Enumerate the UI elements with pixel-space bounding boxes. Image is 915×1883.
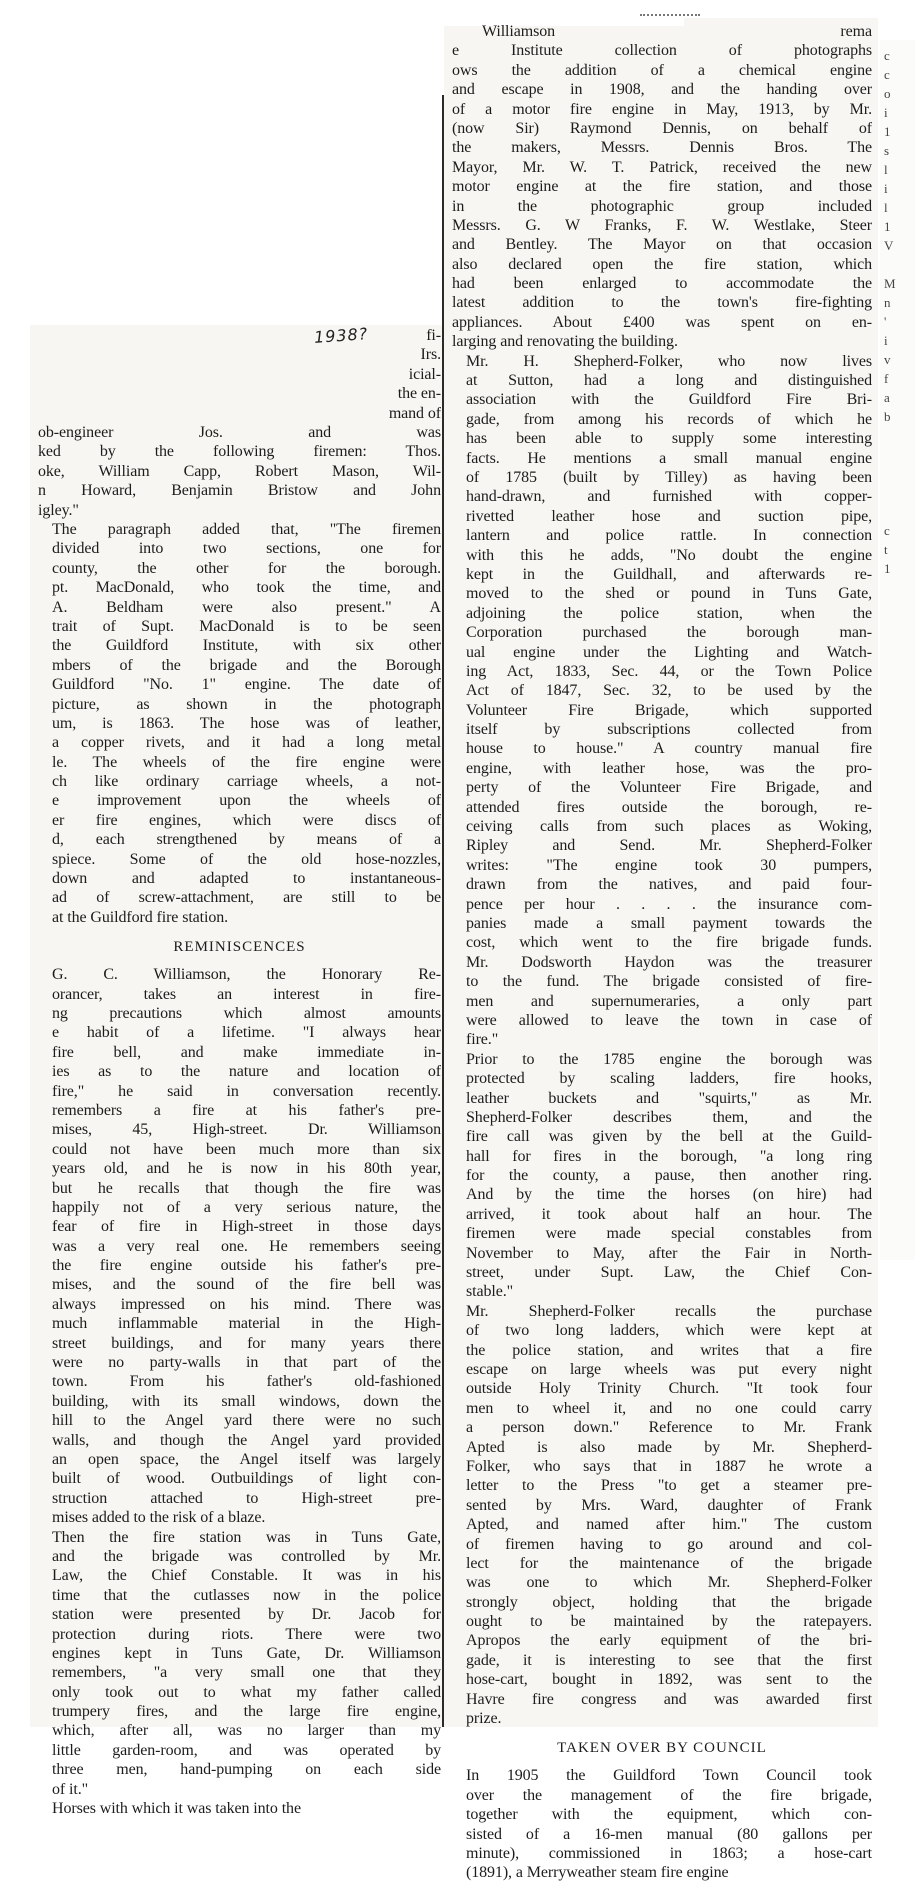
left-paragraph-1: [38, 520, 441, 927]
text-line: gade, it is interesting to see that the first: [466, 1651, 872, 1669]
text-line: and the brigade was controlled by Mr.: [52, 1547, 441, 1565]
edge-fragment: c: [884, 523, 890, 538]
right-paragraph-3: [452, 1050, 872, 1302]
text-line: divided into two sections, one for: [52, 540, 441, 558]
taken-over-heading: TAKEN OVER BY COUNCIL: [557, 1740, 767, 1757]
text-line: writes: "The engine took 30 pumpers,: [466, 856, 872, 874]
text-line: ceiving calls from such places as Woking,: [466, 818, 872, 836]
text-line: firemen were made special constables from: [466, 1225, 872, 1243]
text-line: ows the addition of a chemical engine: [452, 61, 872, 79]
text-line: arrived, it took about half an hour. The: [466, 1205, 872, 1223]
text-line: to the fund. The brigade consisted of fire-: [466, 973, 872, 991]
text-line: Havre fire congress and was awarded first: [466, 1690, 872, 1708]
text-line: could not have been much more than six: [52, 1140, 441, 1158]
text-line: trumpery fires, and the large fire engine,: [52, 1703, 441, 1721]
text-line: appliances. About £400 was spent on en-: [452, 313, 872, 331]
text-line: engine, with leather hose, was the pro-: [466, 759, 872, 777]
edge-fragment: a: [884, 390, 890, 405]
text-line: e habit of a lifetime. "I always hear: [52, 1024, 441, 1042]
text-line: protection during riots. There were two: [52, 1625, 441, 1643]
text-line: adjoining the police station, when the: [466, 604, 872, 622]
text-line: mises added to the risk of a blaze.: [52, 1509, 266, 1527]
text-line: lantern and police rattle. In connection: [466, 527, 872, 545]
text-line: men to wheel it, and no one could carry: [466, 1399, 872, 1417]
text-line: fi-: [426, 327, 441, 344]
text-line: fire call was given by the bell at the Guild-: [466, 1128, 872, 1146]
edge-fragment: ': [884, 314, 887, 329]
text-line: built of wood. Outbuildings of light con-: [52, 1470, 441, 1488]
edge-fragment: c: [884, 67, 890, 82]
edge-fragment: 1: [884, 124, 891, 139]
text-line: time that the cutlasses now in the police: [52, 1586, 441, 1604]
text-line: at Sutton, had a long and distinguished: [466, 372, 872, 390]
text-line: oke, William Capp, Robert Mason, Wil-: [38, 462, 441, 480]
adjacent-column-fragments: [884, 46, 912, 578]
text-line: hose-cart, bought in 1892, was sent to the: [466, 1671, 872, 1689]
text-line: fear of fire in High-street in those days: [52, 1218, 441, 1236]
text-line: e improvement upon the wheels of: [52, 792, 441, 810]
text-line: n Howard, Benjamin Bristow and John: [38, 482, 441, 500]
text-line: ies as to the nature and location of: [52, 1063, 441, 1081]
text-line: little garden-room, and was operated by: [52, 1741, 441, 1759]
text-line: engines kept in Tuns Gate, Dr. Williamson: [52, 1644, 441, 1662]
text-line: attended fires outside the borough, re-: [466, 798, 872, 816]
text-line: Apted is also made by Mr. Shepherd-: [466, 1438, 872, 1456]
text-line: The paragraph added that, "The firemen: [52, 521, 441, 538]
text-line: ing Act, 1833, Sec. 44, or the Town Police: [466, 662, 872, 680]
text-line: fire.": [466, 1031, 499, 1049]
text-line: le. The wheels of the fire engine were: [52, 753, 441, 771]
text-line: mbers of the brigade and the Borough: [52, 656, 441, 674]
text-line: spiece. Some of the old hose-nozzles,: [52, 850, 441, 868]
text-line: ad of screw-attachment, are still to be: [52, 889, 441, 907]
text-line: er fire engines, which were discs of: [52, 811, 441, 829]
edge-fragment: [884, 426, 912, 445]
text-line: icial-: [408, 365, 441, 383]
text-line: drawn from the natives, and paid four-: [466, 876, 872, 894]
text-line: um, is 1863. The hose was of leather,: [52, 714, 441, 732]
text-line: much inflammable material in the High-: [52, 1315, 441, 1333]
right-paragraph-1: [452, 22, 872, 352]
right-paragraph-5: [452, 1766, 872, 1882]
text-line: outside Holy Trinity Church. "It took four: [466, 1380, 872, 1398]
text-line: Ripley and Send. Mr. Shepherd-Folker: [466, 837, 872, 855]
text-line: the Guildford Institute, with six other: [52, 637, 441, 655]
text-line: a copper rivets, and it had a long metal: [52, 734, 441, 752]
edge-fragment: i: [884, 333, 888, 348]
text-line: hall for fires in the borough, "a long ring: [466, 1147, 872, 1165]
torn-edge-mark: [640, 14, 700, 16]
text-line: protected by scaling ladders, fire hooks,: [466, 1070, 872, 1088]
text-line: rivetted leather hose and suction pipe,: [466, 507, 872, 525]
text-line: Horses with which it was taken into the: [52, 1800, 301, 1818]
text-line: A. Beldham were also present." A: [52, 598, 441, 616]
edge-fragment: n: [884, 295, 891, 310]
text-line: ng precautions which almost amounts: [52, 1005, 441, 1022]
text-line: men and supernumeraries, a only part: [466, 992, 872, 1010]
text-line: Law, the Chief Constable. It was in his: [52, 1567, 441, 1585]
text-line: November to May, after the Fair in North-: [466, 1244, 872, 1262]
text-line: town. From his father's old-fashioned: [52, 1373, 441, 1391]
text-line: had been enlarged to accommodate the: [452, 275, 872, 293]
text-line: Corporation purchased the borough man-: [466, 624, 872, 642]
left-paragraph-2: [38, 965, 441, 1527]
text-line: walls, and though the Angel yard provided: [52, 1431, 441, 1449]
text-line: (1891), a Merryweather steam fire engine: [466, 1864, 729, 1882]
text-line: was a very real one. He remembers seeing: [52, 1237, 441, 1255]
text-line: at the Guildford fire station.: [52, 908, 229, 926]
edge-fragment: [884, 464, 912, 483]
text-line: station were presented by Dr. Jacob for: [52, 1606, 441, 1624]
text-line: mises, and the sound of the fire bell was: [52, 1276, 441, 1294]
text-line: Mr. Dodsworth Haydon was the treasurer: [466, 953, 872, 971]
text-line: motor engine at the fire station, and those: [452, 178, 872, 196]
text-line: Guildford "No. 1" engine. The date of: [52, 676, 441, 694]
text-line: (now Sir) Raymond Dennis, on behalf of: [452, 119, 872, 137]
edge-fragment: i: [884, 105, 888, 120]
reminiscences-heading: REMINISCENCES: [173, 939, 306, 956]
left-paragraph-4: [38, 1799, 441, 1818]
text-line: of a motor fire engine in May, 1913, by Mr.: [452, 100, 872, 118]
text-line: Mr. H. Shepherd-Folker, who now lives: [466, 352, 872, 370]
text-line: trait of Supt. MacDonald is to be seen: [52, 617, 441, 635]
text-line: escape on large wheels was put every night: [466, 1361, 872, 1378]
text-line: years old, and he is now in his 80th year,: [52, 1160, 441, 1178]
edge-fragment: 1: [884, 561, 891, 576]
text-line: three men, hand-pumping on each side: [52, 1761, 441, 1779]
text-line: itself by subscriptions collected from: [466, 721, 872, 739]
text-line: an open space, the Angel itself was largely: [52, 1450, 441, 1468]
text-line: d, each strengthened by means of a: [52, 831, 441, 849]
text-line: hand-drawn, and furnished with copper-: [466, 488, 872, 506]
text-line: G. C. Williamson, the Honorary Re-: [52, 966, 441, 984]
edge-fragment: s: [884, 143, 890, 158]
text-line: was one to which Mr. Shepherd-Folker: [466, 1574, 872, 1592]
text-line: leather buckets and "squirts," as Mr.: [466, 1089, 872, 1107]
text-line: the fire engine outside his father's pre-: [52, 1257, 441, 1275]
text-line: remembers, "a very small one that they: [52, 1664, 441, 1682]
text-line: ch like ordinary carriage wheels, a not-: [52, 773, 441, 791]
text-line: association with the Guildford Fire Bri-: [466, 391, 872, 409]
edge-fragment: t: [884, 542, 888, 557]
text-line: street buildings, and for many years there: [52, 1334, 441, 1352]
text-line: Folker, who says that in 1887 he wrote a: [466, 1457, 872, 1475]
text-line: lect for the maintenance of the brigade: [466, 1554, 872, 1572]
text-line: hill to the Angel yard there were no such: [52, 1412, 441, 1430]
text-line: Shepherd-Folker describes them, and the: [466, 1108, 872, 1126]
text-line: of it.": [52, 1780, 89, 1798]
text-line: were allowed to leave the town in case of: [466, 1011, 872, 1029]
text-line: mand of: [388, 404, 441, 422]
text-line: Mayor, Mr. W. T. Patrick, received the new: [452, 158, 872, 176]
text-line: Williamson rema: [482, 23, 872, 40]
text-line: Volunteer Fire Brigade, which supported: [466, 701, 872, 719]
text-line: larging and renovating the building.: [452, 333, 678, 351]
text-line: prize.: [466, 1710, 502, 1728]
text-line: and Bentley. The Mayor on that occasion: [452, 236, 872, 254]
text-line: but he recalls that though the fire was: [52, 1179, 441, 1197]
text-line: sisted of a 16-men manual (80 gallons per: [466, 1825, 872, 1843]
text-line: strongly object, holding that the brigade: [466, 1593, 872, 1611]
text-line: igley.": [38, 501, 79, 519]
text-line: ought to be maintained by the ratepayers.: [466, 1613, 872, 1631]
edge-fragment: v: [884, 352, 891, 367]
column-rule: [442, 95, 444, 1727]
text-line: Act of 1847, Sec. 32, to be used by the: [466, 682, 872, 700]
left-column: [38, 326, 441, 1818]
text-line: fire," he said in conversation recently.: [52, 1082, 441, 1100]
text-line: struction attached to High-street pre-: [52, 1489, 441, 1507]
text-line: panies made a small payment towards the: [466, 914, 872, 932]
edge-fragment: b: [884, 409, 891, 424]
right-paragraph-4: [452, 1302, 872, 1729]
text-line: Apropos the early equipment of the bri-: [466, 1632, 872, 1650]
text-line: always impressed on his mind. There was: [52, 1295, 441, 1313]
edge-fragment: M: [884, 276, 896, 291]
edge-fragment: [884, 255, 912, 274]
text-line: together with the equipment, which con-: [466, 1806, 872, 1824]
text-line: the makers, Messrs. Dennis Bros. The: [452, 139, 872, 157]
text-line: of firemen having to go around and col-: [466, 1535, 872, 1553]
text-line: county, the other for the borough.: [52, 559, 441, 577]
text-line: picture, as shown in the photograph: [52, 695, 441, 713]
text-line: for the county, a pause, then another ring.: [466, 1167, 872, 1185]
text-line: house to house." A country manual fire: [466, 740, 872, 758]
text-line: in the photographic group included: [452, 197, 872, 215]
text-line: cost, which went to the fire brigade funds.: [466, 934, 872, 952]
text-line: letter to the Press "to get a steamer pre-: [466, 1477, 872, 1495]
text-line: street, under Supt. Law, the Chief Con-: [466, 1264, 872, 1282]
left-intro-paragraph: [38, 326, 441, 520]
text-line: ual engine under the Lighting and Watch-: [466, 643, 872, 661]
text-line: Prior to the 1785 engine the borough was: [466, 1050, 872, 1068]
text-line: moved to the shed or pound in Tuns Gate,: [466, 585, 872, 603]
text-line: the police station, and writes that a fire: [466, 1341, 872, 1359]
edge-fragment: [884, 483, 912, 502]
text-line: pence per hour . . . . the insurance com-: [466, 895, 872, 913]
text-line: were no party-walls in that part of the: [52, 1354, 441, 1372]
text-line: the en-: [397, 385, 441, 403]
text-line: Mr. Shepherd-Folker recalls the purchase: [466, 1302, 872, 1320]
text-line: happily not of a very serious nature, the: [52, 1198, 441, 1216]
text-line: kept in the Guildhall, and afterwards re-: [466, 565, 872, 583]
text-line: mises, 45, High-street. Dr. Williamson: [52, 1121, 441, 1139]
edge-fragment: i: [884, 181, 888, 196]
edge-fragment: o: [884, 86, 891, 101]
text-line: Then the fire station was in Tuns Gate,: [52, 1528, 441, 1546]
text-line: and escape in 1908, and the handing over: [452, 81, 872, 99]
text-line: has been able to supply some interesting: [466, 430, 872, 448]
right-paragraph-2: [452, 352, 872, 1050]
text-line: And by the time the horses (on hire) had: [466, 1186, 872, 1204]
text-line: gade, from among his records of which he: [466, 410, 872, 428]
text-line: ob-engineer Jos. and was: [38, 424, 441, 442]
text-line: orancer, takes an interest in fire-: [52, 985, 441, 1003]
edge-fragment: 1: [884, 219, 891, 234]
text-line: Irs.: [420, 346, 441, 364]
handwritten-annotation: 1938?: [313, 324, 369, 347]
text-line: only took out to what my father called: [52, 1683, 441, 1701]
text-line: of two long ladders, which were kept at: [466, 1322, 872, 1340]
text-line: minute), commissioned in 1863; a hose-cart: [466, 1845, 872, 1862]
text-line: a person down." Reference to Mr. Frank: [466, 1419, 872, 1437]
text-line: Messrs. G. W Franks, F. W. Westlake, Steer: [452, 216, 872, 234]
text-line: perty of the Volunteer Fire Brigade, and: [466, 779, 872, 797]
edge-fragment: l: [884, 200, 888, 215]
edge-fragment: [884, 502, 912, 521]
edge-fragment: [884, 445, 912, 464]
text-line: remembers a fire at his father's pre-: [52, 1101, 441, 1119]
text-line: sented by Mrs. Ward, daughter of Frank: [466, 1496, 872, 1514]
text-line: ked by the following firemen: Thos.: [38, 443, 441, 461]
text-line: building, with its small windows, down the: [52, 1392, 441, 1410]
text-line: over the management of the fire brigade,: [466, 1786, 872, 1804]
text-line: stable.": [466, 1283, 514, 1301]
edge-fragment: V: [884, 238, 894, 253]
right-column: [452, 22, 872, 1883]
text-line: pt. MacDonald, who took the time, and: [52, 579, 441, 597]
left-paragraph-3: [38, 1528, 441, 1799]
edge-fragment: f: [884, 371, 889, 386]
edge-fragment: l: [884, 162, 888, 177]
text-line: with this he adds, "No doubt the engine: [466, 546, 872, 564]
text-line: Apted, and named after him." The custom: [466, 1516, 872, 1534]
text-line: which, after all, was no larger than my: [52, 1722, 441, 1740]
text-line: latest addition to the town's fire-fighting: [452, 294, 872, 312]
text-line: also declared open the fire station, which: [452, 255, 872, 273]
text-line: e Institute collection of photographs: [452, 42, 872, 60]
text-line: facts. He mentions a small manual engine: [466, 449, 872, 467]
text-line: down and adapted to instantaneous-: [52, 870, 441, 888]
edge-fragment: c: [884, 48, 890, 63]
text-line: of 1785 (built by Tilley) as having been: [466, 469, 872, 486]
text-line: In 1905 the Guildford Town Council took: [466, 1767, 872, 1785]
text-line: fire bell, and make immediate in-: [52, 1043, 441, 1061]
